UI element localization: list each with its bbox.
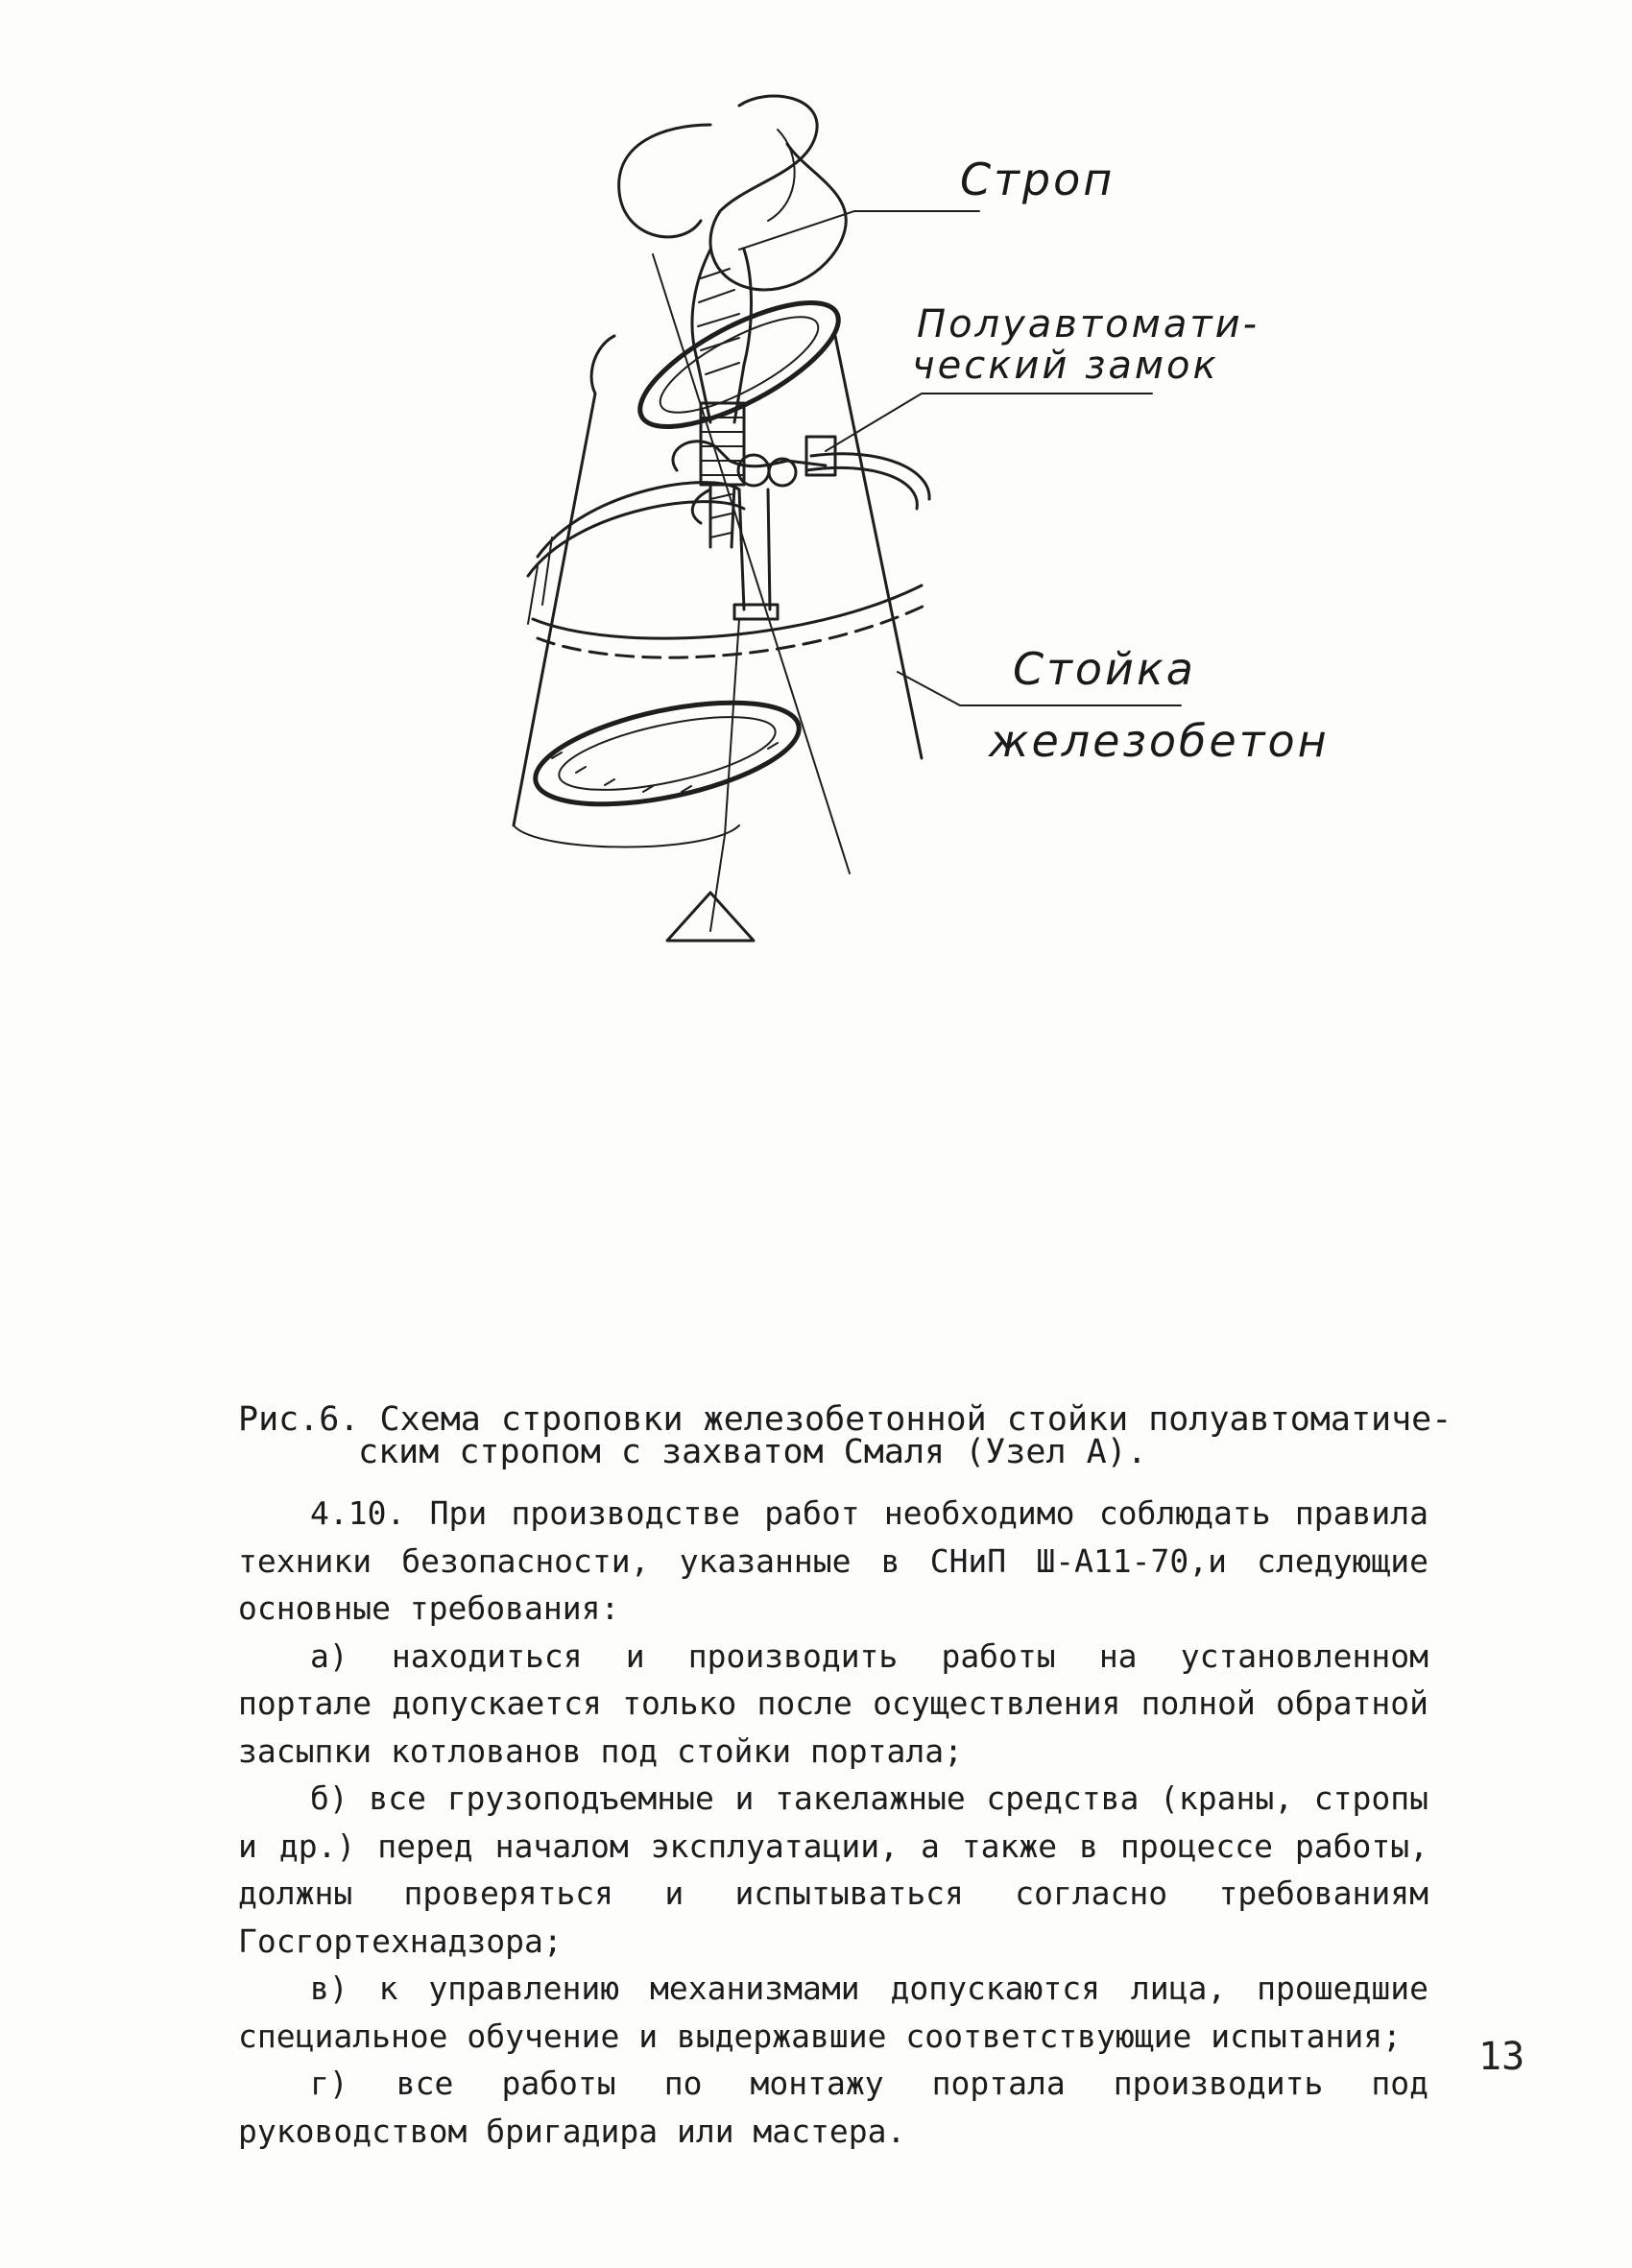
requirement-c: в) к управлению механизмами допускаются лица, прошедшие специальное обучение и выдержавшие соответствующие испытания; (238, 1970, 1428, 2055)
caption-line-2: ским стропом с захватом Смаля (Узел А). (358, 1433, 1147, 1471)
requirement-a: а) находиться и производить работы на установленном портале допускается только после осуществления полной обратной засыпки котлованов под стойки портала; (238, 1636, 1428, 1770)
requirement-d: г) все работы по монтажу портала производить под руководством бригадира или мастера. (238, 2065, 1428, 2150)
grip-band (528, 454, 929, 657)
rigging-diagram (422, 86, 1421, 1430)
paragraph-4-10: 4.10. При производстве работ необходимо соблюдать правила техники безопасности, указанные в СНиП Ш-А11-70,и следующие основные требования: (238, 1494, 1428, 1627)
post-label-line2: железобетон (989, 715, 1330, 767)
page-number: 13 (1478, 2035, 1525, 2079)
body-text (238, 1490, 1428, 2155)
figure-caption (238, 1400, 1457, 1471)
pull-rope (710, 619, 739, 931)
caption-line-1: Рис.6. Схема строповки железобетонной стойки полуавтоматиче- (238, 1400, 1452, 1439)
semi-automatic-lock (673, 437, 835, 619)
lock-leader-line (826, 394, 1152, 451)
lock-label-line2: ческий замок (912, 344, 1219, 388)
lock-label-line1: Полуавтомати- (917, 302, 1260, 346)
weight-triangle (667, 893, 754, 941)
crane-hook (619, 96, 847, 290)
post-label-line1: Стойка (1013, 643, 1196, 695)
concrete-post (514, 279, 922, 848)
requirement-b: б) все грузоподъемные и такелажные средства (краны, стропы и др.) перед началом эксплуатации, а также в процессе работы, должны проверяться и испытываться согласно требованиям Госгортехнадзора; (238, 1779, 1428, 1960)
strop-label: Строп (960, 154, 1116, 205)
